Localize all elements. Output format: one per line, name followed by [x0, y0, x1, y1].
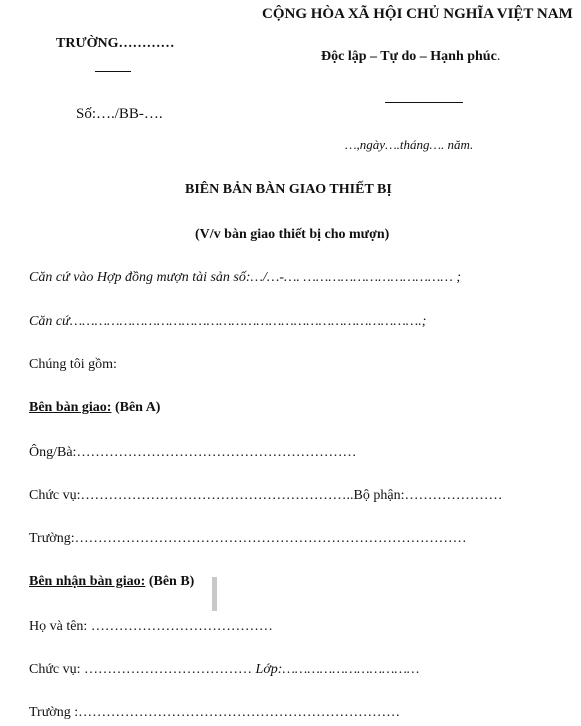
date-line: …,ngày….tháng…. năm. — [345, 137, 474, 152]
party-a-school-field: Trường:………………………………………………………………………… — [29, 531, 467, 546]
school-underline — [95, 71, 131, 72]
party-b-class-text: Lớp:…………………………… — [255, 662, 420, 677]
party-b-name-field: Họ và tên: ………………………………… — [29, 619, 273, 634]
motto-underline — [385, 102, 463, 103]
party-a-name-field: Ông/Bà:…………………………………………………… — [29, 445, 357, 460]
basis-contract: Căn cứ vào Hợp đồng mượn tài sản số:…/…-…. ……………………………… ; — [29, 270, 461, 285]
document-title: BIÊN BẢN BÀN GIAO THIẾT BỊ — [185, 182, 392, 197]
document-subtitle: (V/v bàn giao thiết bị cho mượn) — [195, 227, 390, 242]
party-a-label: Bên bàn giao: — [29, 400, 112, 415]
motto-text: Độc lập – Tự do – Hạnh phúc — [321, 49, 497, 64]
party-a-position-field: Chức vụ:…………………………………………………..Bộ phận:………………… — [29, 488, 503, 503]
party-b-position-text: Chức vụ: ……………………………… — [29, 662, 256, 677]
party-b-position-field — [29, 662, 419, 678]
school-header: TRƯỜNG………… — [56, 36, 175, 51]
party-b-heading — [29, 574, 194, 590]
motto — [321, 49, 500, 65]
motto-period: . — [496, 49, 501, 64]
basis-other: Căn cứ………………………………………………………………………….; — [29, 314, 427, 329]
party-a-tag: (Bên A) — [111, 400, 161, 415]
document-number: Số:…./BB-…. — [76, 106, 163, 122]
we-are-label: Chúng tôi gồm: — [29, 357, 117, 372]
party-a-heading — [29, 400, 160, 416]
country-name: CỘNG HÒA XÃ HỘI CHỦ NGHĨA VIỆT NAM — [262, 6, 573, 22]
text-cursor — [212, 577, 217, 611]
party-b-label: Bên nhận bàn giao: — [29, 574, 146, 589]
party-b-school-field: Trường :…………………………………………………………… — [29, 705, 401, 720]
party-b-tag: (Bên B) — [145, 574, 195, 589]
